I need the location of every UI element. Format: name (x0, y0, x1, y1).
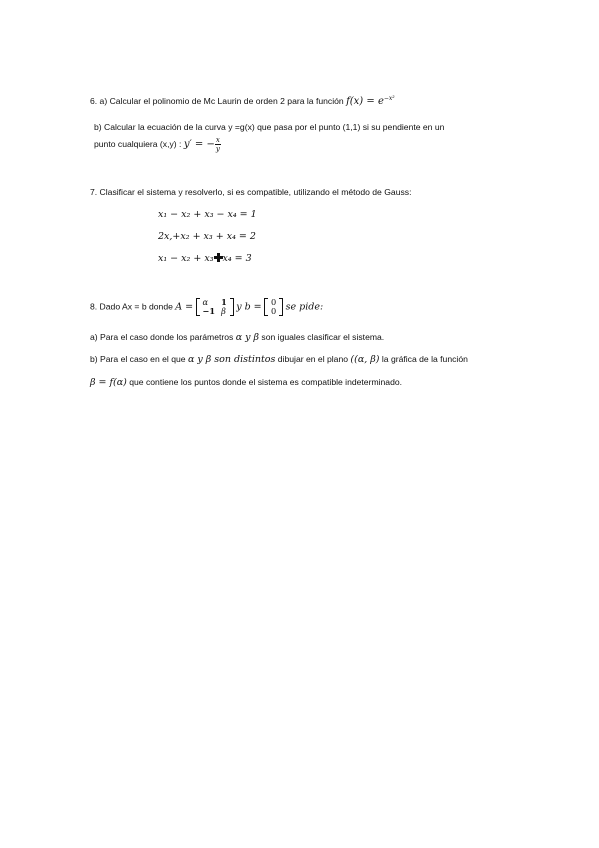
se-pide: se pide: (285, 301, 324, 313)
question-6b-line2 (94, 136, 221, 153)
question-8c: β = f(α) que contiene los puntos donde el sistema es compatible indeterminado. (90, 377, 403, 388)
question-7-title: 7. Clasificar el sistema y resolverlo, si es compatible, utilizando el método de Gauss: (90, 187, 412, 197)
question-8a-math: α y β (235, 332, 260, 343)
plus-cross-icon (214, 253, 223, 262)
question-6a-text: 6. a) Calcular el polinomio de Mc Laurin de orden 2 para la función (90, 96, 344, 106)
question-8-statement (90, 298, 323, 316)
question-6a (90, 95, 395, 107)
matrix-a-label: A = (175, 301, 194, 313)
equation-3: x₁ − x₂ + x₃ x₄ = 3 (158, 253, 252, 264)
question-6b-fraction: $\frac{x}{y}$ (215, 136, 220, 153)
equation-2: 2x,+x₂ + x₃ + x₄ = 2 (158, 231, 256, 242)
question-6b-line1: b) Calcular la ecuación de la curva y =g(x) que pasa por el punto (1,1) si su pendiente en un (94, 122, 445, 132)
question-6a-function: $f(x) = e^{-x^2}$ (346, 95, 395, 107)
question-8b: b) Para el caso en el que α y β son distintos dibujar en el plano ((α, β) la gráfica de la función (90, 354, 468, 365)
vector-b: 0 0 (264, 298, 283, 316)
question-8c-math: β = f(α) (90, 377, 127, 388)
question-8a: a) Para el caso donde los parámetros α y β son iguales clasificar el sistema. (90, 332, 385, 343)
question-6b-text: punto cualquiera (x,y) : (94, 138, 182, 149)
matrix-a: α 1 −1 β (196, 298, 234, 316)
question-6b-derivative: y′ = − (183, 138, 215, 150)
question-8-text: 8. Dado Ax = b donde (90, 301, 173, 312)
equation-1: x₁ − x₂ + x₃ − x₄ = 1 (158, 209, 257, 220)
question-8b-plane: ((α, β) (350, 354, 380, 365)
question-8b-math: α y β son distintos (187, 354, 276, 365)
vector-b-label: y b = (236, 301, 262, 313)
